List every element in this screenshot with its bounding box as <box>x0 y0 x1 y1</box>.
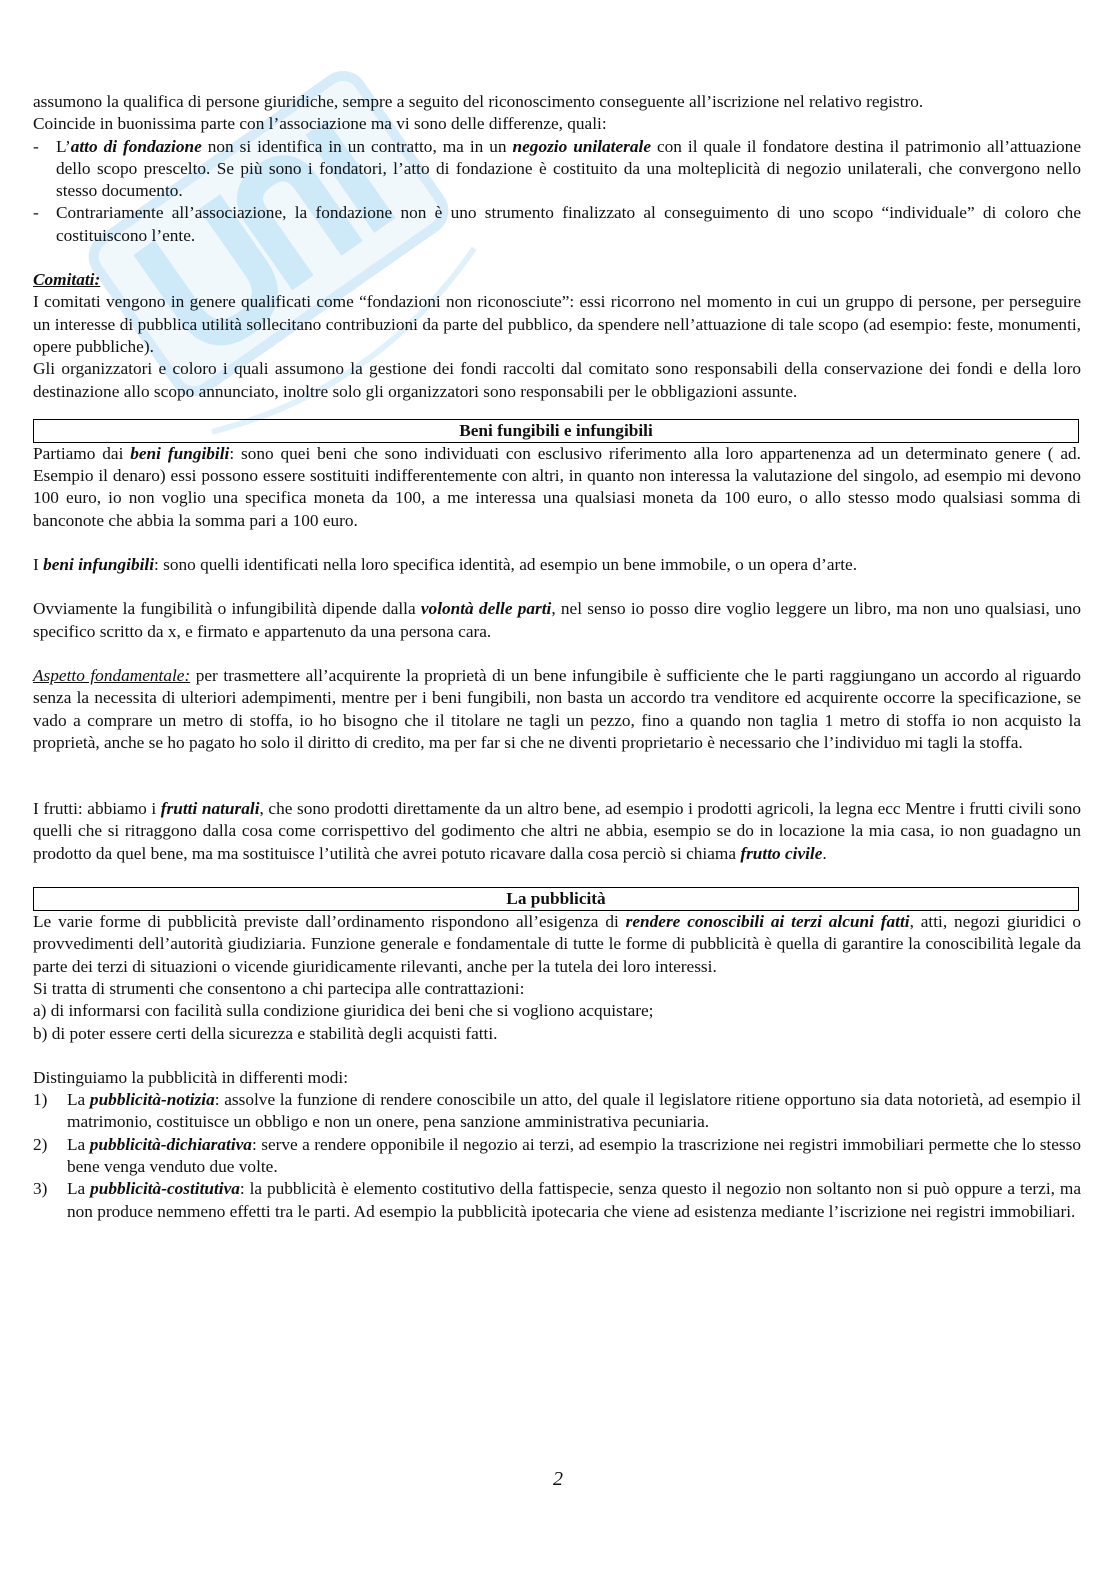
list-marker: - <box>33 203 39 223</box>
text-run: Le varie forme di pubblicità previste dall’ordinamento rispondono all’esigenza di <box>33 912 626 932</box>
list-item <box>33 136 1081 203</box>
text-run: I frutti: abbiamo i <box>33 799 161 819</box>
comitati-paragraph-1: I comitati vengono in genere qualificati come “fondazioni non riconosciute”: essi ricorrono nel momento in cui un gruppo di persone, per perseguire un interesse di pubblica utilità sollecitano contribuzioni da parte del pubblico, da spendere nell’attuazione di tale scopo (ad esempio: feste, monumenti, opere pubbliche). <box>33 292 1081 356</box>
pubblicita-paragraph-4: b) di poter essere certi della sicurezza e stabilità degli acquisti fatti. <box>33 1023 498 1043</box>
emphasis-rendere-conoscibili: rendere conoscibili ai terzi alcuni fatti <box>625 912 910 932</box>
comitati-title <box>33 269 1081 291</box>
emphasis-negozio-unilaterale: negozio unilaterale <box>512 136 651 156</box>
list-marker: 2) <box>33 1134 48 1154</box>
text-run: La <box>67 1134 90 1154</box>
comitati-title-text: Comitati: <box>33 270 101 290</box>
text-run: . <box>822 843 827 863</box>
pubblicita-paragraph-2: Si tratta di strumenti che consentono a chi partecipa alle contrattazioni: <box>33 978 525 998</box>
list-text: Contrariamente all’associazione, la fondazione non è uno strumento finalizzato al conseguimento di uno scopo “individuale” di coloro che costituiscono l’ente. <box>56 203 1081 245</box>
pubblicita-types-list <box>33 1089 1081 1223</box>
text-run: : la pubblicità è elemento costitutivo della fattispecie, senza questo il negozio non soltanto non si può oppure a terzi, ma non produce nemmeno effetti tra le parti. Ad esempio la pubblicità ipotecaria che viene ad esistenza mediante l’iscrizione nei registri immobiliari. <box>67 1179 1081 1221</box>
text-run: : sono quei beni che sono individuati con esclusivo riferimento alla loro appartenenza ad un determinato genere ( ad. Esempio il denaro) essi possono essere sostituiti indifferentemente con altri, in quanto non interessa la valutazione del singolo, ad esempio mi devono 100 euro, io non voglio una specifica moneta da 100, a me interessa una qualsiasi moneta da 100 euro, o allo stesso modo qualsiasi somma di banconote che abbia la somma pari a 100 euro. <box>33 443 1081 530</box>
list-marker: 1) <box>33 1090 48 1110</box>
label-aspetto-fondamentale: Aspetto fondamentale: <box>33 665 191 685</box>
emphasis-pubblicita-costitutiva: pubblicità-costitutiva <box>90 1179 240 1199</box>
list-marker: - <box>33 136 39 156</box>
text-run: : sono quelli identificati nella loro specifica identità, ad esempio un bene immobile, o un opera d’arte. <box>154 555 858 575</box>
emphasis-frutto-civile: frutto civile <box>740 843 823 863</box>
text-run: : serve a rendere opponibile il negozio ai terzi, ad esempio la trascrizione nei registri immobiliari permette che lo stesso bene venga venduto due volte. <box>67 1134 1082 1176</box>
emphasis-volonta-delle-parti: volontà delle parti <box>420 599 552 619</box>
emphasis-pubblicita-notizia: pubblicità-notizia <box>89 1090 215 1110</box>
text-run: I <box>33 555 44 575</box>
beni-paragraph-5 <box>33 798 1081 865</box>
emphasis-beni-fungibili: beni fungibili <box>130 443 230 463</box>
text-run: La <box>67 1090 90 1110</box>
text-run: , atti, negozi giuridici o provvedimenti dell’autorità giudiziaria. Funzione generale e fondamentale di tutte le forme di pubblicità è quella di garantire la conoscibilità legale da parte dei terzi di situazioni o vicende giuridicamente rilevanti, anche per la tutela dei loro interessi. <box>33 912 1081 976</box>
list-item <box>33 1089 1081 1134</box>
emphasis-beni-infungibili: beni infungibili <box>43 555 154 575</box>
pubblicita-paragraph-3: a) di informarsi con facilità sulla condizione giuridica dei beni che si vogliono acquistare; <box>33 1001 654 1021</box>
beni-paragraph-1 <box>33 443 1081 532</box>
pubblicita-paragraph-1 <box>33 911 1081 978</box>
text-run: Partiamo dai <box>33 443 131 463</box>
list-text: non si identifica in un contratto, ma in un <box>201 136 513 156</box>
list-text: L’ <box>56 136 71 156</box>
text-run: per trasmettere all’acquirente la proprietà di un bene infungibile è sufficiente che le parti raggiungano un accordo al riguardo senza la necessita di ulteriori adempimenti, mentre per i beni fungibili, non basta un accordo tra venditore ed acquirente occorre la specificazione, se vado a comprare un metro di stoffa, io ho bisogno che il titolare ne tagli un pezzo, fino a quando non taglia 1 metro di stoffa io non acquisto la proprietà, anche se ho pagato ho solo il diritto di credito, ma per far si che ne diventi proprietario è necessario che l’individuo mi tagli la stoffa. <box>33 665 1081 752</box>
section-heading-beni: Beni fungibili e infungibili <box>33 419 1079 443</box>
text-run: , che sono prodotti direttamente da un altro bene, ad esempio i prodotti agricoli, la legna ecc Mentre i frutti civili sono quelli che si ritraggono dalla cosa come corrispettivo del godimento che altri ne abbia, esempio se do in locazione la mia casa, io non guadagno un prodotto da quel bene, ma ma sostituisce l’utilità che avrei potuto ricavare dalla cosa perciò si chiama <box>33 799 1081 863</box>
emphasis-frutti-naturali: frutti naturali <box>160 799 260 819</box>
text-run: : assolve la funzione di rendere conoscibile un atto, del quale il legislatore ritiene opportuno sia data notorietà, ad esempio il matrimonio, costituisce un obbligo e non un onere, pena sanzione amministrativa pecuniaria. <box>67 1090 1082 1132</box>
list-item <box>33 1134 1081 1179</box>
intro-line-1: assumono la qualifica di persone giuridiche, sempre a seguito del riconoscimento conseguente all’iscrizione nel relativo registro. <box>33 92 924 111</box>
list-item <box>33 1178 1081 1223</box>
text-run: Ovviamente la fungibilità o infungibilità dipende dalla <box>33 599 421 619</box>
fondazione-differences-list <box>33 136 1081 247</box>
page-number: 2 <box>553 1468 563 1490</box>
text-run: La <box>67 1179 91 1199</box>
list-text: con il quale il fondatore destina il patrimonio all’attuazione dello scopo prescelto. Se più sono i fondatori, l’atto di fondazione è costituito da una molteplicità di negozio unilaterali, che convergono nello stesso documento. <box>56 136 1081 201</box>
section-heading-pubblicita: La pubblicità <box>33 887 1079 911</box>
beni-paragraph-4 <box>33 665 1081 754</box>
comitati-paragraph-2: Gli organizzatori e coloro i quali assumono la gestione dei fondi raccolti dal comitato sono responsabili della conservazione dei fondi e della loro destinazione allo scopo annunciato, inoltre solo gli organizzatori sono responsabili per le obbligazioni assunte. <box>33 359 1081 401</box>
text-run: , nel senso io posso dire voglio leggere un libro, ma non uno qualsiasi, uno specifico scritto da x, e firmato e appartenuto da una persona cara. <box>33 599 1082 641</box>
intro-line-2: Coincide in buonissima parte con l’associazione ma vi sono delle differenze, quali: <box>33 114 607 134</box>
list-item <box>33 202 1081 247</box>
list-marker: 3) <box>33 1179 48 1199</box>
emphasis-pubblicita-dichiarativa: pubblicità-dichiarativa <box>89 1134 252 1154</box>
beni-paragraph-3 <box>33 598 1081 643</box>
beni-paragraph-2 <box>33 554 1081 576</box>
pubblicita-paragraph-5: Distinguiamo la pubblicità in differenti modi: <box>33 1067 349 1087</box>
emphasis-atto-di-fondazione: atto di fondazione <box>70 136 202 156</box>
document-page <box>33 91 1081 1223</box>
